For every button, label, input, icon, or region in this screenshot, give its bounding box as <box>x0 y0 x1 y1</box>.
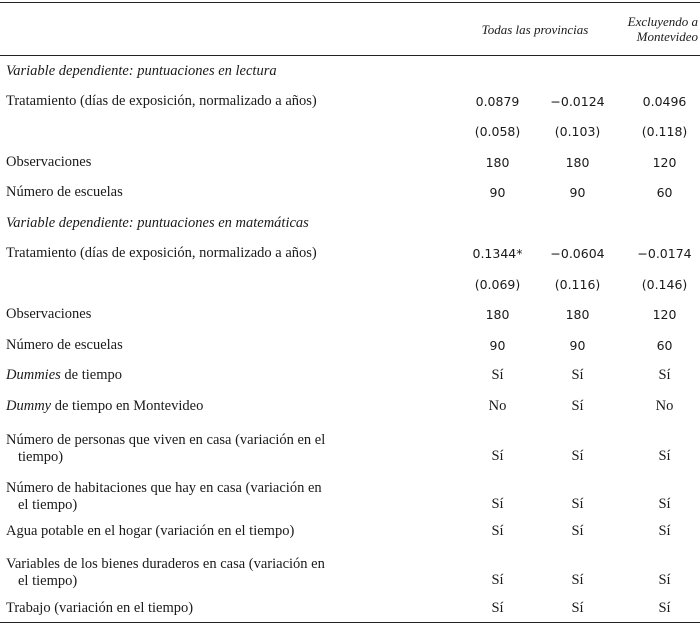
table-row <box>0 300 700 331</box>
value-cell: Sí <box>571 495 584 512</box>
table-row <box>0 86 700 117</box>
table-body <box>0 56 700 623</box>
value-cell: Sí <box>658 447 671 464</box>
value-cell: 120 <box>652 154 677 170</box>
value-cell: No <box>488 397 507 414</box>
row-label <box>0 117 455 148</box>
header-blank <box>0 3 455 56</box>
table-row <box>0 330 700 361</box>
table-row <box>0 239 700 270</box>
label-rest: de tiempo <box>60 367 122 384</box>
value-cell: Sí <box>571 447 584 464</box>
value-cell: Sí <box>491 599 504 616</box>
table-row <box>0 117 700 148</box>
label-rest: de tiempo en Montevideo <box>51 397 204 414</box>
section-heading-row <box>0 56 700 87</box>
table-row <box>0 147 700 178</box>
section-title: Variable dependiente: puntuaciones en lectura <box>6 62 277 79</box>
row-label <box>0 422 455 470</box>
value-cell: Sí <box>658 367 671 384</box>
row-label: Tratamiento (días de exposición, normalizado a años) <box>6 92 317 109</box>
value-cell: 60 <box>656 185 673 201</box>
value-cell: No <box>655 397 674 414</box>
value-cell: Sí <box>571 572 584 588</box>
value-cell: 90 <box>489 185 506 201</box>
value-cell: Sí <box>658 495 671 512</box>
value-cell: 180 <box>565 154 590 170</box>
label-text: Trabajo (variación en el tiempo) <box>6 599 194 616</box>
value-cell: Sí <box>571 599 584 616</box>
value-cell: Sí <box>658 523 671 540</box>
label-italic: Dummies <box>6 367 61 384</box>
value-cell: Sí <box>571 523 584 540</box>
row-label <box>0 470 455 518</box>
value-cell: 120 <box>652 307 677 323</box>
row-label <box>0 361 455 392</box>
row-label <box>0 594 455 623</box>
control-row <box>0 594 700 623</box>
label-line: Número de personas que viven en casa (variación en el <box>6 431 326 448</box>
row-label <box>0 546 455 594</box>
control-row <box>0 546 700 594</box>
regression-table <box>0 2 700 623</box>
value-cell: 0.0879 <box>475 93 520 109</box>
row-label <box>0 518 455 547</box>
value-cell: (0.069) <box>474 276 521 292</box>
value-cell: (0.058) <box>474 124 521 140</box>
control-row <box>0 391 700 422</box>
control-row <box>0 361 700 392</box>
value-cell: −0.0174 <box>637 246 692 262</box>
table-row <box>0 269 700 300</box>
value-cell: (0.116) <box>554 276 601 292</box>
value-cell: (0.103) <box>554 124 601 140</box>
label-text: Agua potable en el hogar (variación en el tiempo) <box>6 523 295 540</box>
value-cell: Sí <box>658 599 671 616</box>
label-line: Variables de los bienes duraderos en casa (variación en <box>6 556 325 572</box>
value-cell: Sí <box>491 572 504 588</box>
row-label <box>0 269 455 300</box>
section-heading-row <box>0 208 700 239</box>
value-cell: 180 <box>565 307 590 323</box>
control-row <box>0 470 700 518</box>
header-excluding-montevideo: Excluyendo a Montevideo <box>627 14 699 44</box>
label-line-continued: tiempo) <box>18 448 64 465</box>
value-cell: 60 <box>656 337 673 353</box>
value-cell: Sí <box>658 572 671 588</box>
label-line-continued: el tiempo) <box>18 496 78 513</box>
value-cell: Sí <box>491 523 504 540</box>
header-row <box>0 3 700 56</box>
value-cell: Sí <box>571 367 584 384</box>
value-cell: 0.1344* <box>472 246 523 262</box>
value-cell: 90 <box>569 185 586 201</box>
section-title: Variable dependiente: puntuaciones en matemáticas <box>6 214 309 231</box>
value-cell: 180 <box>485 154 510 170</box>
value-cell: 90 <box>569 337 586 353</box>
value-cell: −0.0604 <box>550 246 605 262</box>
label-italic: Dummy <box>6 397 52 414</box>
row-label: Tratamiento (días de exposición, normalizado a años) <box>6 245 317 262</box>
row-label: Número de escuelas <box>6 184 123 201</box>
value-cell: (0.118) <box>641 124 688 140</box>
control-row <box>0 518 700 547</box>
value-cell: 180 <box>485 307 510 323</box>
label-line: Número de habitaciones que hay en casa (variación en <box>6 479 322 496</box>
control-row <box>0 422 700 470</box>
row-label: Observaciones <box>6 153 92 170</box>
value-cell: Sí <box>491 447 504 464</box>
value-cell: Sí <box>491 495 504 512</box>
header-all-provinces: Todas las provincias <box>481 21 589 37</box>
value-cell: −0.0124 <box>550 93 605 109</box>
table-row <box>0 178 700 209</box>
value-cell: (0.146) <box>641 276 688 292</box>
value-cell: 0.0496 <box>642 93 687 109</box>
value-cell: Sí <box>571 397 584 414</box>
row-label: Observaciones <box>6 306 92 323</box>
label-line-continued: el tiempo) <box>18 573 78 589</box>
value-cell: Sí <box>491 367 504 384</box>
row-label: Número de escuelas <box>6 336 123 353</box>
value-cell: 90 <box>489 337 506 353</box>
row-label <box>0 391 455 422</box>
